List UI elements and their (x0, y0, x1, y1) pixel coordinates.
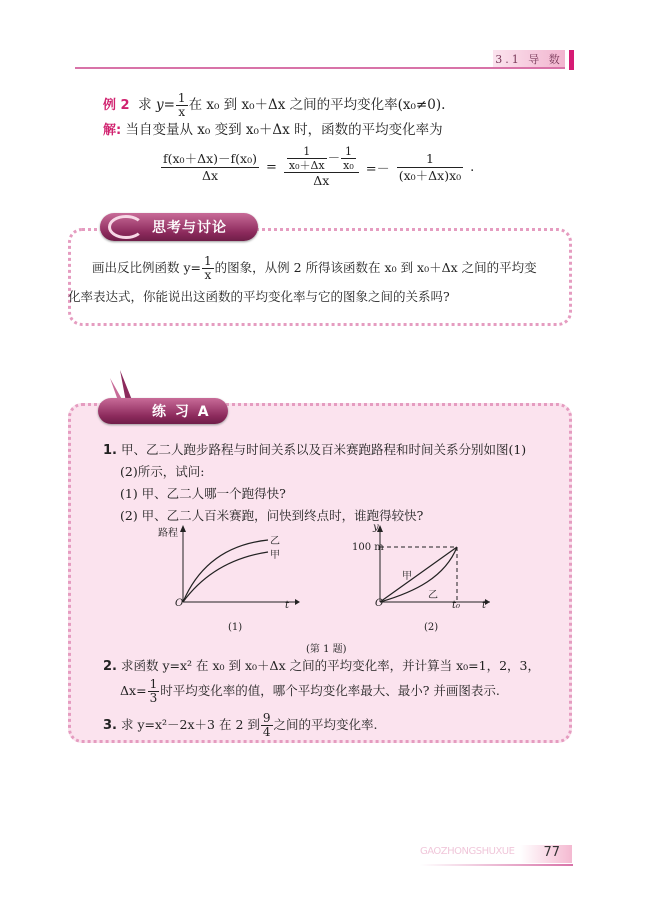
header-rule (75, 67, 565, 69)
text: 的图象，从例 2 所得该函数在 x₀ 到 x₀＋Δx 之间的平均变 (214, 260, 537, 275)
minus: － (327, 150, 341, 165)
figure-2-100m-race-graph (340, 522, 500, 617)
question-3 (103, 712, 378, 739)
frac-num: 1 (204, 254, 212, 268)
section-header: 3.1 导 数 (493, 50, 565, 67)
figure-2-y-label: y (373, 522, 379, 533)
question-number: 2. (103, 659, 117, 674)
example-text-after: 在 x₀ 到 x₀＋Δx 之间的平均变化率(x₀≠0). (188, 97, 446, 113)
figure-2-curve-label-upper: 甲 (402, 571, 412, 582)
discussion-badge (100, 213, 258, 241)
figure-1-curve-label-lower: 甲 (270, 550, 280, 561)
text: 画出反比例函数 y= (92, 260, 202, 275)
lhs-fraction (161, 151, 259, 184)
text: 之间的平均变化率. (273, 717, 378, 732)
frac-num (284, 145, 359, 173)
example-label: 例 2 (103, 98, 130, 113)
frac-num: 1 (341, 145, 356, 159)
figure-2-origin: O (375, 598, 384, 609)
frac-num: 1 (287, 145, 327, 159)
text: 时平均变化率的值，哪个平均变化率最大、最小? 并画图表示. (160, 683, 500, 698)
frac-den: 3 (149, 691, 158, 705)
frac-num: f(x₀＋Δx)－f(x₀) (163, 150, 257, 166)
text: 求函数 y=x² 在 x₀ 到 x₀＋Δx 之间的平均变化率，并计算当 x₀=1，2，3， (120, 658, 540, 673)
discussion-line-2: 化率表达式，你能说出这函数的平均变化率与它的图象之间的关系吗? (68, 289, 450, 304)
example-y: y= (155, 97, 175, 113)
figure-1-curve-label-upper: 乙 (270, 536, 280, 547)
question-1-sub-1: (1) 甲、乙二人哪一个跑得快? (120, 486, 286, 501)
header-marker (569, 50, 574, 70)
question-1-line-1 (103, 440, 526, 458)
rhs-fraction (397, 151, 463, 184)
frac-den: x (204, 268, 212, 282)
example-text: 求 (138, 97, 156, 113)
figure-2-x-mark: t₀ (452, 600, 461, 611)
example-fraction (176, 92, 188, 119)
frac-num: 1 (177, 91, 186, 105)
question-2-fraction (148, 678, 160, 705)
discussion-line-1 (92, 253, 542, 282)
average-rate-formula (160, 145, 474, 189)
exercise-title: 练 习 A (152, 404, 211, 420)
question-1-sub-2: (2) 甲、乙二人百米赛跑，问快到终点时，谁跑得较快? (120, 508, 424, 523)
equals-minus: =－ (365, 161, 390, 177)
frac-num: 1 (149, 677, 158, 691)
swirl-icon (108, 215, 144, 239)
figure-2-x-label: t (482, 600, 487, 611)
discussion-text (68, 253, 542, 311)
page-number: 77 (520, 845, 572, 863)
question-1-line-2: (2)所示，试问: (120, 464, 205, 479)
text: 甲、乙二人跑步路程与时间关系以及百米赛跑路程和时间关系分别如图(1) (120, 442, 527, 457)
solution-label: 解: (103, 123, 122, 138)
text: 求 y=x²－2x＋3 在 2 到 (120, 717, 260, 732)
discussion-title: 思考与讨论 (152, 220, 227, 236)
figure-1-origin: O (175, 598, 184, 609)
frac-num: 1 (397, 151, 463, 168)
period: . (470, 159, 475, 175)
frac-den: x (178, 105, 186, 119)
figure-1-x-label: t (285, 600, 290, 611)
footer-rule (420, 864, 573, 866)
question-number: 3. (103, 718, 117, 733)
question-number: 1. (103, 443, 117, 458)
solution-text: 当自变量从 x₀ 变到 x₀＋Δx 时，函数的平均变化率为 (125, 122, 443, 138)
series-watermark: GAOZHONGSHUXUE (420, 846, 515, 857)
equals: = (265, 159, 277, 175)
exercise-badge (98, 398, 228, 424)
frac-num: 9 (262, 711, 271, 725)
text: Δx= (120, 683, 147, 698)
figure-2-caption: (2) (424, 622, 439, 633)
frac-den: x₀＋Δx (288, 159, 325, 172)
sub-fraction-b (341, 145, 356, 172)
frac-den: Δx (313, 173, 330, 188)
frac-den: 4 (262, 725, 271, 739)
figure-2-y-mark: 100 m (352, 542, 384, 553)
figure-1-y-label: 路程 (158, 528, 178, 539)
solution (103, 118, 443, 138)
frac-den: (x₀＋Δx)x₀ (398, 167, 462, 183)
mid-fraction (284, 145, 359, 189)
example-2 (103, 92, 445, 119)
question-2-line-2 (120, 678, 500, 705)
figure-2-curve-label-lower: 乙 (428, 590, 438, 601)
question-3-fraction (261, 712, 273, 739)
question-2-line-1 (103, 656, 540, 674)
figure-1-caption: (1) (228, 622, 243, 633)
figure-caption: (第 1 题) (306, 644, 347, 655)
frac-den: x₀ (343, 159, 354, 172)
sub-fraction-a (287, 145, 327, 172)
frac-den: Δx (201, 167, 219, 183)
discussion-fraction (202, 255, 214, 282)
